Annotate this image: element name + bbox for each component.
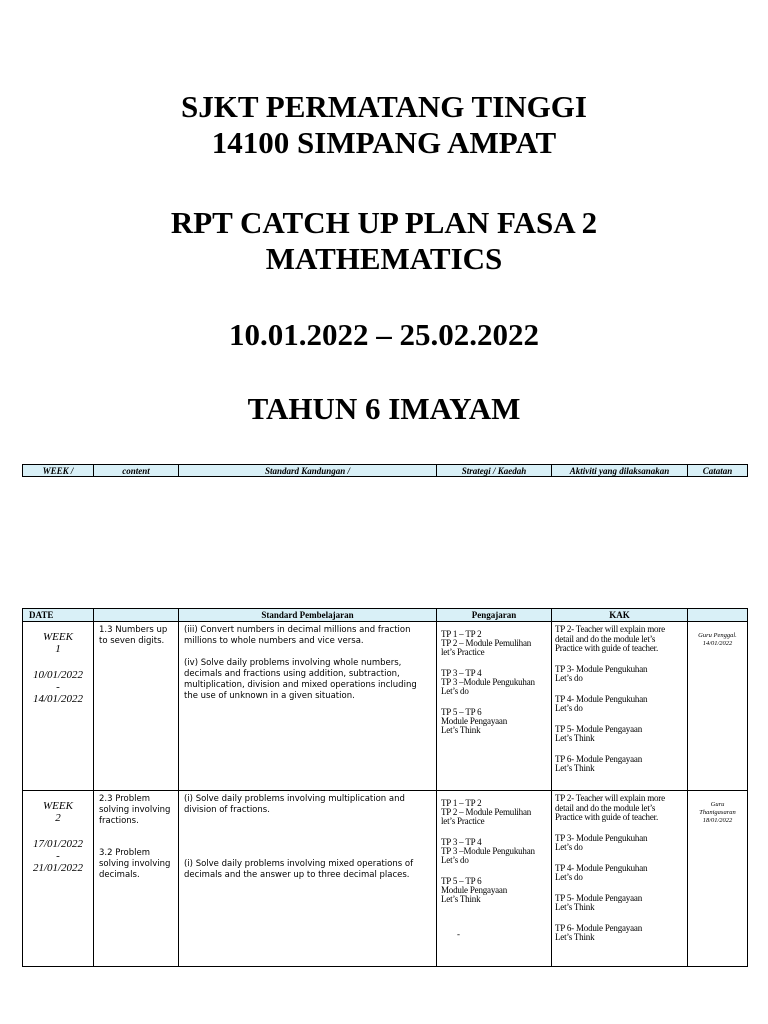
col-content bbox=[94, 609, 179, 622]
content-topic: 3.2 Problem solving involving decimals. bbox=[99, 848, 171, 880]
pengajaran-line: Let’s do bbox=[441, 855, 469, 865]
pengajaran-line: Let’s Think bbox=[441, 725, 481, 735]
pengajaran-line: Module Pengayaan bbox=[441, 885, 508, 895]
title-block-plan bbox=[0, 205, 768, 277]
date-range: 10.01.2022 – 25.02.2022 bbox=[229, 317, 539, 352]
content-cell bbox=[94, 622, 179, 791]
header-col-catatan: Catatan bbox=[688, 465, 748, 477]
catatan-line: Guru Penggal. bbox=[698, 632, 737, 639]
catatan-line: Thanigasaran bbox=[699, 809, 736, 816]
standard-item: (iv) Solve daily problems involving whole numbers, decimals and fractions using addition, subtraction, multiplication, division and mixed operations including the use of unknown in a given situation. bbox=[184, 658, 417, 701]
kak-line: Let’s do bbox=[555, 673, 583, 683]
standard-cell bbox=[179, 622, 437, 791]
kak-line: Let’s do bbox=[555, 703, 583, 713]
content-topic: 2.3 Problem solving involving fractions. bbox=[99, 794, 171, 826]
date-to: 21/01/2022 bbox=[32, 862, 84, 874]
standard-item: (i) Solve daily problems involving mixed operations of decimals and the answer up to three decimal places. bbox=[184, 859, 414, 880]
kak-line: TP 6- Module Pengayaan bbox=[555, 753, 642, 764]
title-block-school bbox=[0, 89, 768, 161]
header-col-aktiviti: Aktiviti yang dilaksanakan bbox=[552, 465, 688, 477]
header-col-content: content bbox=[94, 465, 179, 477]
pengajaran-dash: - bbox=[457, 929, 460, 939]
date-separator: - bbox=[56, 850, 60, 862]
pengajaran-line: Module Pengayaan bbox=[441, 716, 508, 726]
pengajaran-line: TP 2 – Module Pemulihan bbox=[441, 807, 532, 817]
pengajaran-line: TP 1 – TP 2 bbox=[441, 629, 482, 639]
catatan-line: 14/01/2022 bbox=[702, 640, 733, 647]
kak-line: TP 4- Module Pengukuhan bbox=[555, 693, 648, 704]
date-to: 14/01/2022 bbox=[32, 693, 84, 705]
kak-cell bbox=[552, 791, 688, 967]
content-cell bbox=[94, 791, 179, 967]
pengajaran-line: TP 1 – TP 2 bbox=[441, 798, 482, 808]
standard-item: (iii) Convert numbers in decimal millions and fraction millions to whole numbers and vice versa. bbox=[184, 625, 411, 646]
pengajaran-line: let’s Practice bbox=[441, 816, 485, 826]
catatan-cell bbox=[688, 791, 748, 967]
catatan-cell bbox=[688, 622, 748, 791]
standard-cell bbox=[179, 791, 437, 967]
table-row bbox=[23, 791, 748, 967]
kak-line: TP 6- Module Pengayaan bbox=[555, 922, 642, 933]
week-label: WEEK 2 bbox=[43, 800, 73, 824]
header-table-row bbox=[23, 465, 748, 477]
lesson-table-header bbox=[23, 609, 748, 622]
col-kak: KAK bbox=[552, 609, 688, 622]
school-address: 14100 SIMPANG AMPAT bbox=[211, 125, 557, 160]
kak-line: Let’s Think bbox=[555, 932, 595, 942]
catatan-line: 18/01/2022 bbox=[702, 817, 733, 824]
pengajaran-line: Let’s do bbox=[441, 686, 469, 696]
pengajaran-line: let’s Practice bbox=[441, 647, 485, 657]
kak-line: Let’s Think bbox=[555, 902, 595, 912]
kak-line: Let’s Think bbox=[555, 733, 595, 743]
kak-line: TP 3- Module Pengukuhan bbox=[555, 832, 648, 843]
kak-cell bbox=[552, 622, 688, 791]
pengajaran-line: Let’s Think bbox=[441, 894, 481, 904]
kak-line: Let’s do bbox=[555, 872, 583, 882]
col-standard-pembelajaran: Standard Pembelajaran bbox=[179, 609, 437, 622]
date-from: 17/01/2022 bbox=[32, 838, 84, 850]
table-row bbox=[23, 622, 748, 791]
header-col-standard-kandungan: Standard Kandungan / bbox=[179, 465, 437, 477]
date-from: 10/01/2022 bbox=[32, 669, 84, 681]
pengajaran-cell bbox=[437, 791, 552, 967]
week-cell bbox=[23, 622, 94, 791]
lesson-table bbox=[22, 608, 748, 967]
kak-line: TP 5- Module Pengayaan bbox=[555, 723, 642, 734]
week-cell bbox=[23, 791, 94, 967]
header-table bbox=[22, 464, 748, 477]
kak-line: Let’s do bbox=[555, 842, 583, 852]
kak-line: TP 3- Module Pengukuhan bbox=[555, 663, 648, 674]
pengajaran-line: TP 3 – TP 4 bbox=[441, 668, 482, 678]
col-pengajaran: Pengajaran bbox=[437, 609, 552, 622]
kak-line: Let’s Think bbox=[555, 763, 595, 773]
class-name: TAHUN 6 IMAYAM bbox=[247, 391, 521, 426]
title-block-dates bbox=[0, 317, 768, 353]
content-topic: 1.3 Numbers up to seven digits. bbox=[99, 625, 168, 646]
header-col-strategi: Strategi / Kaedah bbox=[437, 465, 552, 477]
col-date: DATE bbox=[23, 609, 94, 622]
pengajaran-line: TP 2 – Module Pemulihan bbox=[441, 638, 532, 648]
pengajaran-line: TP 5 – TP 6 bbox=[441, 707, 482, 717]
header-col-week: WEEK / bbox=[23, 465, 94, 477]
standard-item: (i) Solve daily problems involving multiplication and division of fractions. bbox=[184, 794, 405, 815]
kak-line: TP 2- Teacher will explain more detail and do the module let’s Practice with guide of teacher. bbox=[555, 793, 665, 822]
plan-title: RPT CATCH UP PLAN FASA 2 bbox=[170, 205, 598, 240]
col-catatan bbox=[688, 609, 748, 622]
pengajaran-line: TP 3 –Module Pengukuhan bbox=[441, 846, 535, 856]
subject-title: MATHEMATICS bbox=[265, 241, 503, 276]
pengajaran-line: TP 3 –Module Pengukuhan bbox=[441, 677, 535, 687]
school-name: SJKT PERMATANG TINGGI bbox=[181, 89, 587, 124]
pengajaran-line: TP 5 – TP 6 bbox=[441, 876, 482, 886]
date-separator: - bbox=[56, 681, 60, 693]
pengajaran-cell bbox=[437, 622, 552, 791]
kak-line: TP 4- Module Pengukuhan bbox=[555, 862, 648, 873]
pengajaran-line: TP 3 – TP 4 bbox=[441, 837, 482, 847]
kak-line: TP 2- Teacher will explain more detail and do the module let’s Practice with guide of teacher. bbox=[555, 624, 665, 653]
title-block-class bbox=[0, 391, 768, 427]
week-label: WEEK 1 bbox=[43, 631, 73, 655]
kak-line: TP 5- Module Pengayaan bbox=[555, 892, 642, 903]
catatan-line: Guru bbox=[710, 801, 725, 808]
